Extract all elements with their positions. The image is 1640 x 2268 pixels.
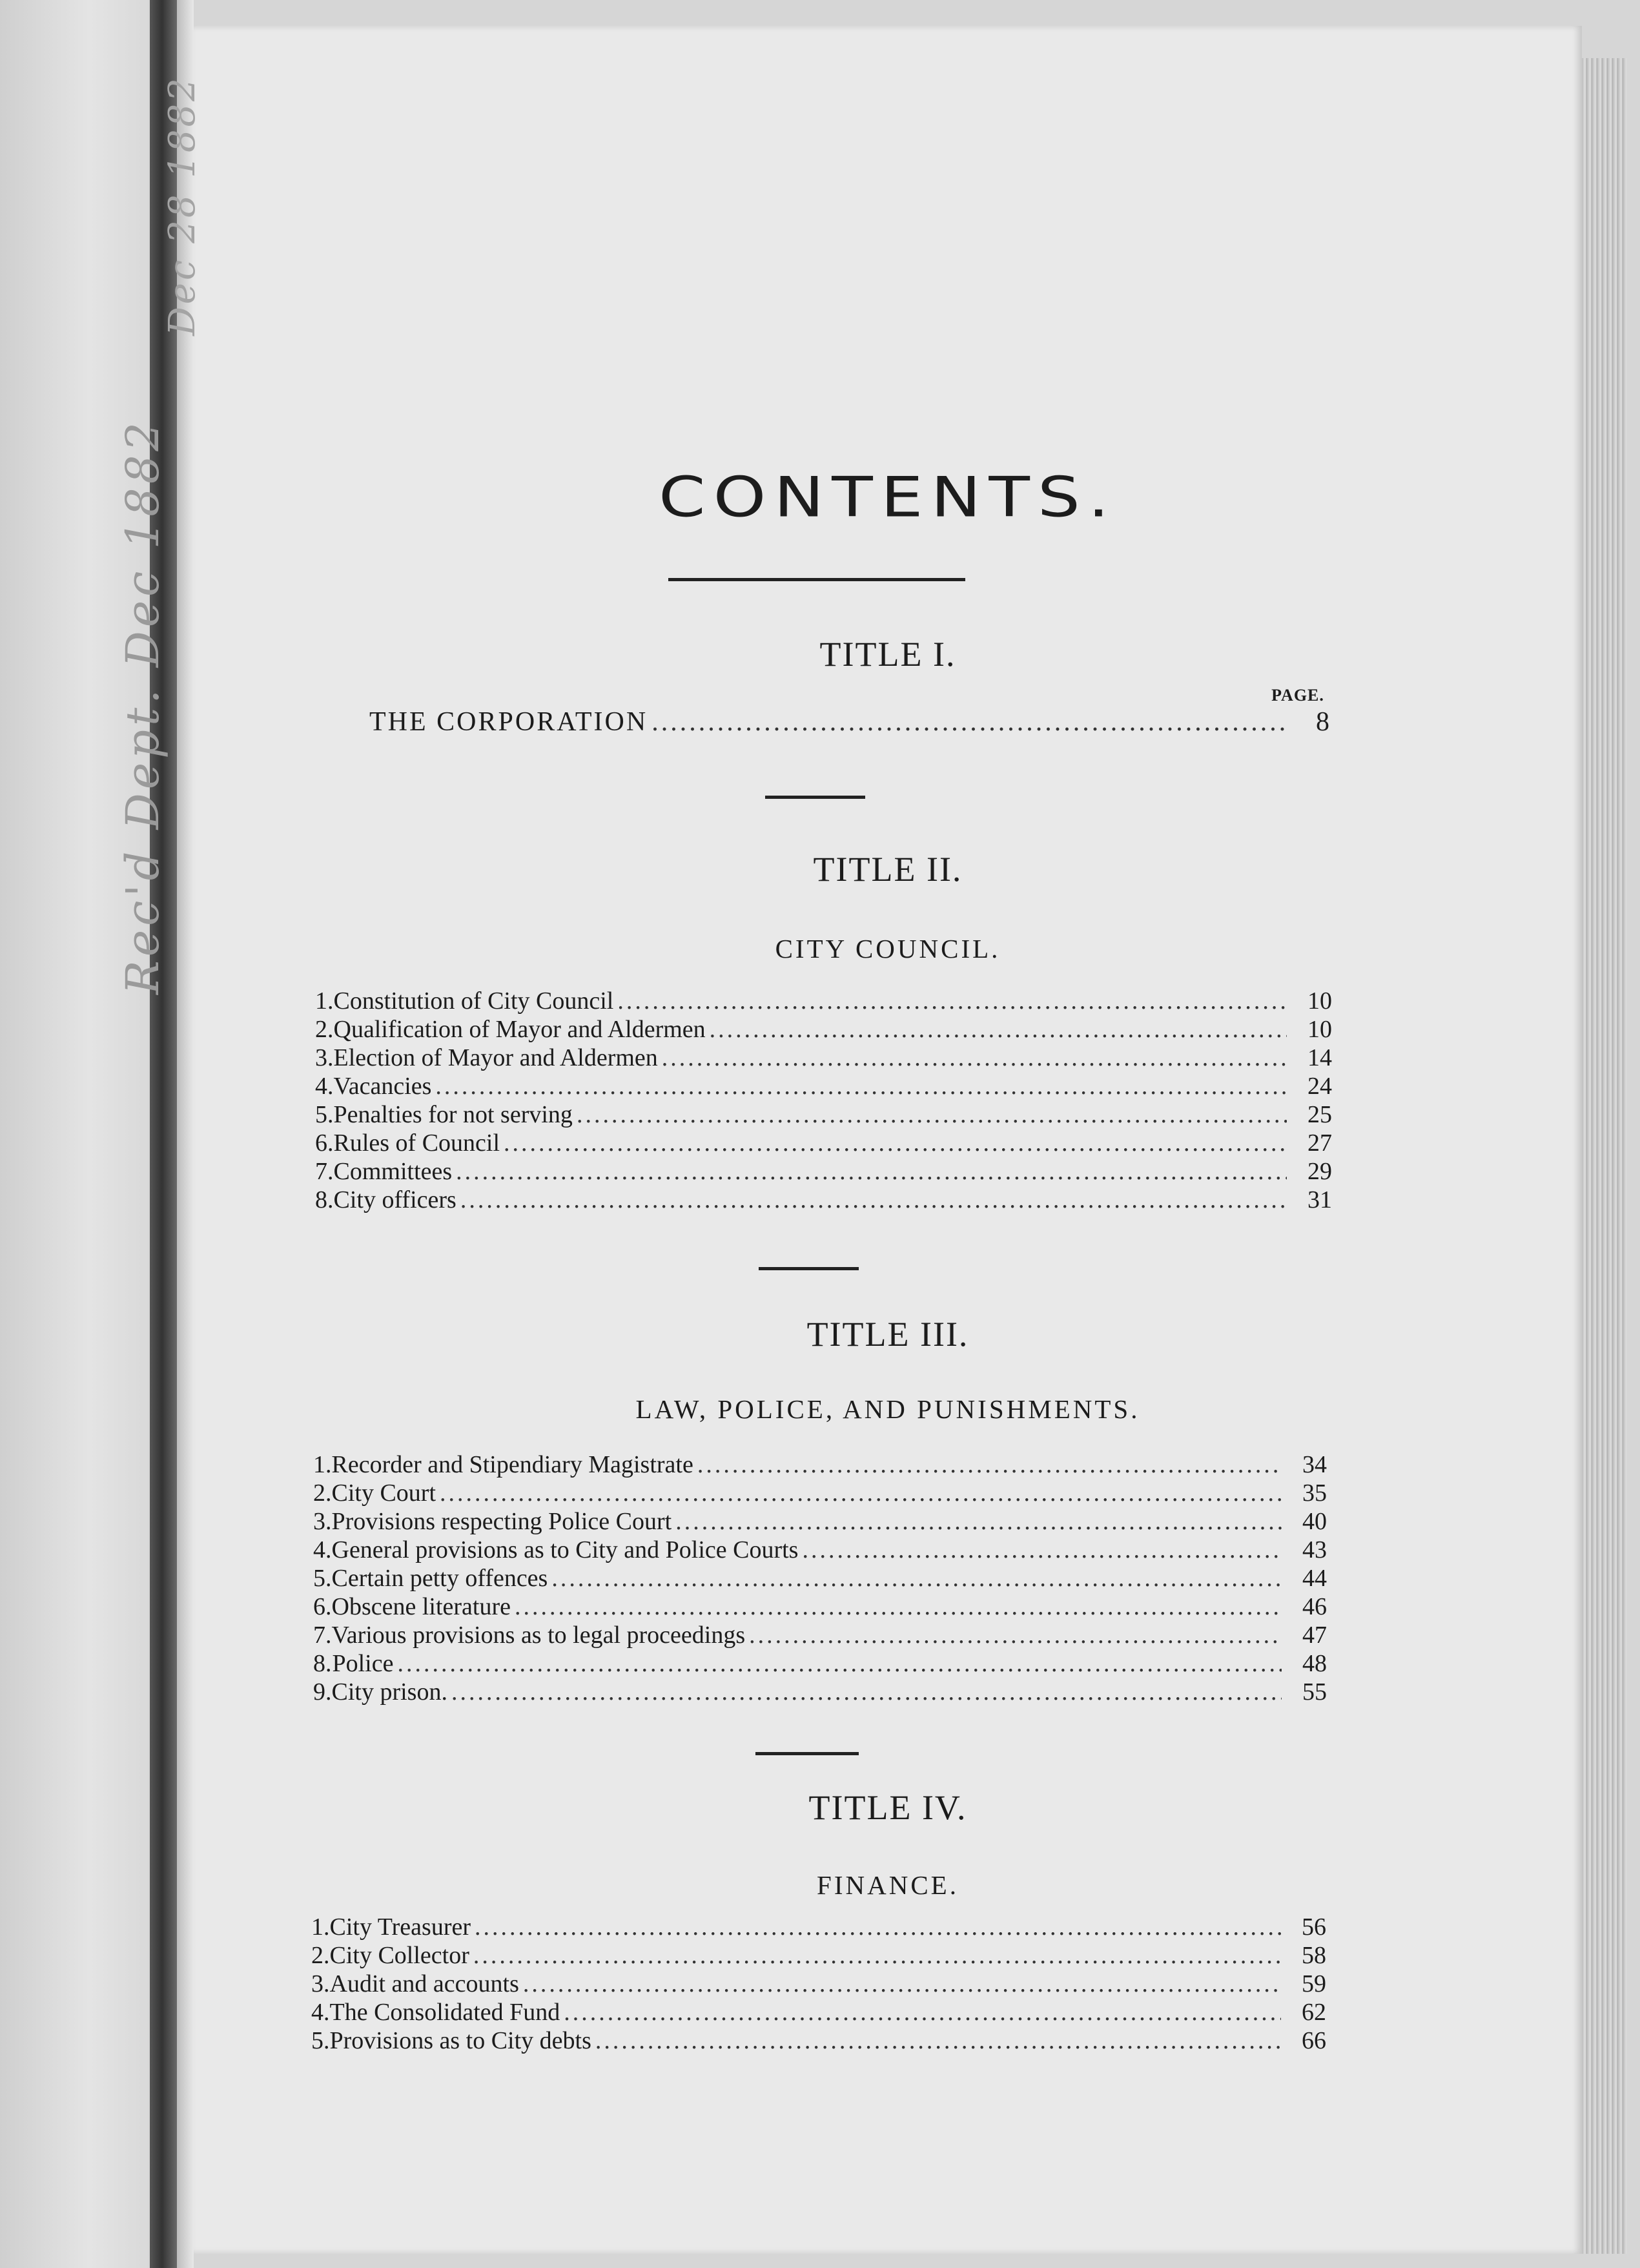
toc-entry-label: Committees: [333, 1158, 453, 1185]
page-stack-edge: [1582, 58, 1627, 2254]
toc-entry-4-2[interactable]: [311, 1941, 1326, 1970]
dot-leader: [456, 1157, 1287, 1186]
toc-entry-3-9[interactable]: [313, 1678, 1327, 1706]
toc-entry-2-3[interactable]: [315, 1044, 1332, 1072]
toc-entry-label: Qualification of Mayor and Aldermen: [333, 1016, 706, 1043]
toc-entry-number: 2.: [315, 1016, 334, 1043]
toc-entry-label: Obscene literature: [331, 1593, 511, 1620]
toc-entry-page: 25: [1307, 1101, 1332, 1128]
toc-entry-number: 6.: [313, 1593, 332, 1620]
toc-entry-label: Various provisions as to legal proceedings: [331, 1622, 746, 1649]
toc-entry-number: 5.: [315, 1101, 334, 1128]
toc-entry-page: 27: [1307, 1129, 1332, 1157]
toc-entry-label: Constitution of City Council: [333, 987, 614, 1015]
toc-entry-page: 48: [1302, 1650, 1327, 1677]
toc-entry-2-1[interactable]: [315, 987, 1332, 1015]
toc-entry-page: 40: [1302, 1508, 1327, 1535]
toc-entry-3-8[interactable]: [313, 1649, 1327, 1678]
title-2-subtitle: CITY COUNCIL.: [775, 934, 1001, 964]
toc-entry-label: Election of Mayor and Aldermen: [333, 1044, 658, 1071]
toc-entry-number: 3.: [311, 1970, 330, 1997]
contents-heading: CONTENTS.: [659, 465, 1117, 530]
toc-entry-label: Recorder and Stipendiary Magistrate: [331, 1451, 693, 1478]
handwritten-margin-note-top: Dec 28 1882: [161, 76, 203, 336]
toc-entry-page: 58: [1302, 1942, 1326, 1969]
dot-leader: [697, 1450, 1282, 1479]
toc-entry-number: 1.: [313, 1451, 332, 1478]
toc-entry-label: Audit and accounts: [329, 1970, 519, 1997]
dot-leader: [435, 1072, 1287, 1100]
toc-entry-2-2[interactable]: [315, 1015, 1332, 1044]
toc-entry-number: 4.: [311, 1999, 330, 2026]
title-2-heading: TITLE II.: [813, 850, 963, 889]
toc-entry-4-1[interactable]: [311, 1913, 1326, 1941]
toc-entry-2-6[interactable]: [315, 1129, 1332, 1157]
toc-entry-page: 34: [1302, 1451, 1327, 1478]
dot-leader: [523, 1970, 1281, 1998]
toc-entry-2-7[interactable]: [315, 1157, 1332, 1186]
dot-leader: [564, 1998, 1281, 2026]
toc-entry-number: 8.: [315, 1186, 334, 1213]
toc-entry-corporation[interactable]: [369, 708, 1331, 736]
section-rule: [755, 1752, 859, 1755]
toc-entry-page: 47: [1302, 1622, 1327, 1649]
toc-entry-4-5[interactable]: [311, 2026, 1326, 2055]
dot-leader: [475, 1913, 1281, 1941]
dot-leader: [617, 987, 1287, 1015]
toc-entry-page: 8: [1316, 707, 1331, 737]
toc-entry-label: City Collector: [329, 1942, 469, 1969]
dot-leader: [651, 708, 1286, 736]
toc-entry-label: Rules of Council: [333, 1129, 500, 1157]
page-column-label: PAGE.: [1271, 686, 1324, 705]
title-3-heading: TITLE III.: [806, 1315, 969, 1354]
title-1-heading: TITLE I.: [819, 635, 956, 674]
dot-leader: [551, 1564, 1282, 1593]
toc-entry-page: 55: [1302, 1678, 1327, 1706]
toc-entry-4-4[interactable]: [311, 1998, 1326, 2026]
dot-leader: [802, 1536, 1282, 1564]
toc-entry-2-8[interactable]: [315, 1186, 1332, 1214]
toc-entry-number: 7.: [315, 1158, 334, 1185]
toc-entry-number: 4.: [315, 1073, 334, 1100]
dot-leader: [749, 1621, 1282, 1649]
dot-leader: [451, 1678, 1282, 1706]
dot-leader: [675, 1507, 1282, 1536]
toc-entry-number: 2.: [313, 1479, 332, 1507]
toc-entry-page: 10: [1307, 987, 1332, 1015]
toc-entry-number: 2.: [311, 1942, 330, 1969]
toc-entry-label: Certain petty offences: [331, 1565, 548, 1592]
binding-gutter-edge: [177, 0, 194, 2268]
toc-entry-page: 31: [1307, 1186, 1332, 1213]
toc-entry-3-7[interactable]: [313, 1621, 1327, 1649]
toc-entry-2-4[interactable]: [315, 1072, 1332, 1100]
dot-leader: [710, 1015, 1287, 1044]
toc-entry-number: 8.: [313, 1650, 332, 1677]
toc-entry-label: City Treasurer: [329, 1913, 471, 1941]
toc-entry-label: City officers: [333, 1186, 456, 1213]
toc-entry-3-3[interactable]: [313, 1507, 1327, 1536]
toc-entry-label: Provisions as to City debts: [329, 2027, 591, 2054]
dot-leader: [440, 1479, 1282, 1507]
toc-entry-2-5[interactable]: [315, 1100, 1332, 1129]
toc-entry-label: Vacancies: [333, 1073, 432, 1100]
toc-entry-number: 9.: [313, 1678, 332, 1706]
toc-entry-page: 44: [1302, 1565, 1327, 1592]
toc-entry-number: 4.: [313, 1536, 332, 1563]
toc-entry-3-6[interactable]: [313, 1593, 1327, 1621]
section-rule: [765, 796, 865, 799]
toc-entry-label: City Court: [331, 1479, 436, 1507]
toc-entry-label: General provisions as to City and Police Courts: [331, 1536, 799, 1563]
toc-entry-number: 6.: [315, 1129, 334, 1157]
toc-entry-label: City prison.: [331, 1678, 447, 1706]
toc-entry-page: 46: [1302, 1593, 1327, 1620]
toc-entry-page: 14: [1307, 1044, 1332, 1071]
toc-entry-page: 29: [1307, 1158, 1332, 1185]
toc-entry-number: 5.: [311, 2027, 330, 2054]
toc-entry-3-2[interactable]: [313, 1479, 1327, 1507]
toc-entry-label: THE CORPORATION: [369, 707, 648, 737]
title-3-subtitle: LAW, POLICE, AND PUNISHMENTS.: [635, 1394, 1140, 1424]
toc-entry-4-3[interactable]: [311, 1970, 1326, 1998]
toc-entry-label: The Consolidated Fund: [329, 1999, 560, 2026]
dot-leader: [397, 1649, 1282, 1678]
toc-entry-page: 43: [1302, 1536, 1327, 1563]
toc-entry-page: 35: [1302, 1479, 1327, 1507]
title-4-heading: TITLE IV.: [808, 1788, 967, 1827]
heading-rule: [668, 578, 965, 581]
dot-leader: [473, 1941, 1281, 1970]
dot-leader: [515, 1593, 1282, 1621]
dot-leader: [460, 1186, 1287, 1214]
toc-entry-label: Penalties for not serving: [333, 1101, 573, 1128]
toc-entry-label: Police: [332, 1650, 394, 1677]
toc-entry-number: 7.: [313, 1622, 332, 1649]
toc-entry-page: 62: [1302, 1999, 1326, 2026]
toc-entry-3-1[interactable]: [313, 1450, 1327, 1479]
toc-entry-number: 1.: [311, 1913, 330, 1941]
toc-entry-page: 66: [1302, 2027, 1326, 2054]
toc-entry-page: 59: [1302, 1970, 1326, 1997]
dot-leader: [577, 1100, 1287, 1129]
toc-entry-number: 5.: [313, 1565, 332, 1592]
toc-entry-page: 24: [1307, 1073, 1332, 1100]
title-4-subtitle: FINANCE.: [817, 1870, 959, 1900]
toc-entry-number: 1.: [315, 987, 334, 1015]
toc-entry-3-5[interactable]: [313, 1564, 1327, 1593]
dot-leader: [662, 1044, 1287, 1072]
dot-leader: [504, 1129, 1287, 1157]
handwritten-margin-note: Rec'd Dept. Dec 1882: [116, 418, 169, 995]
toc-entry-label: Provisions respecting Police Court: [331, 1508, 672, 1535]
toc-entry-page: 56: [1302, 1913, 1326, 1941]
toc-entry-number: 3.: [313, 1508, 332, 1535]
dot-leader: [595, 2026, 1281, 2055]
section-rule: [759, 1267, 859, 1270]
toc-entry-3-4[interactable]: [313, 1536, 1327, 1564]
toc-entry-number: 3.: [315, 1044, 334, 1071]
toc-entry-page: 10: [1307, 1016, 1332, 1043]
